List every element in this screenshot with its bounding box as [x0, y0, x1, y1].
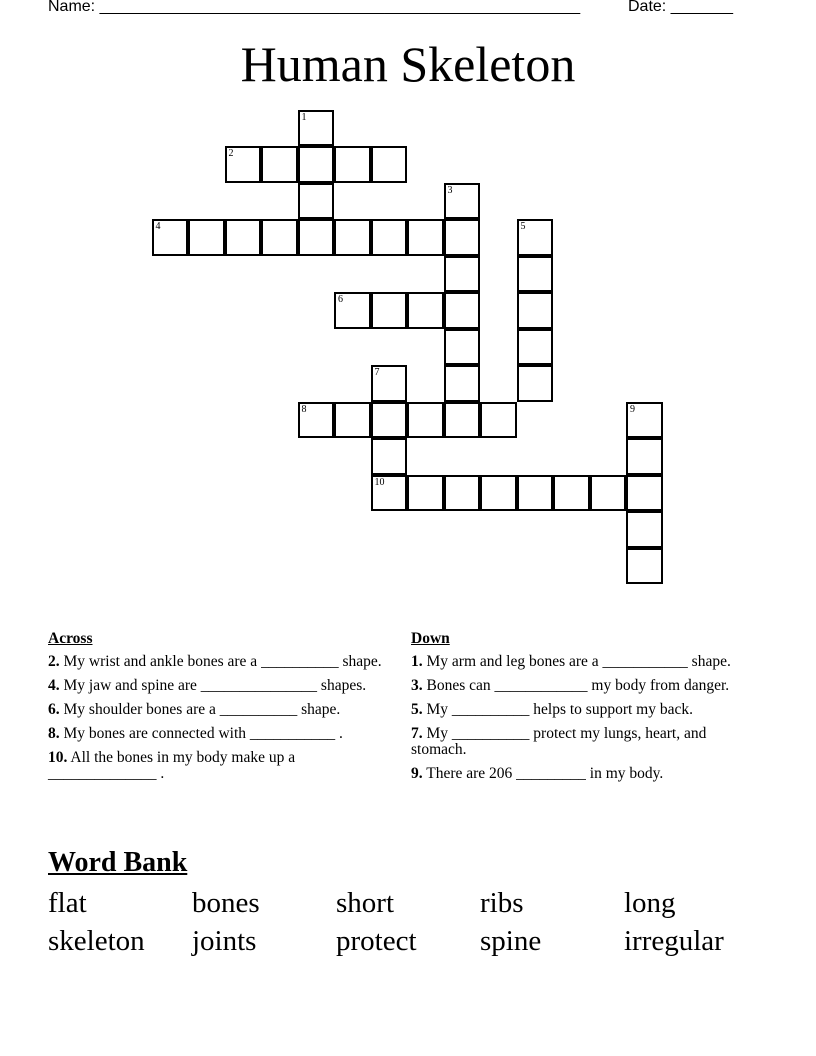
cell-number: 8	[301, 403, 307, 415]
page-title: Human Skeleton	[240, 36, 576, 92]
word-bank-word: flat	[48, 887, 87, 919]
crossword-cell[interactable]	[626, 511, 663, 548]
clue-number: 7.	[411, 725, 423, 742]
crossword-cell[interactable]	[371, 475, 408, 512]
clue-number: 4.	[48, 677, 60, 694]
word-bank-word: irregular	[624, 925, 724, 957]
crossword-cell[interactable]	[590, 475, 627, 512]
crossword-cell[interactable]	[626, 475, 663, 512]
clue-across-10	[48, 750, 383, 782]
clue-down-3	[411, 678, 756, 694]
crossword-cell[interactable]	[407, 292, 444, 329]
clue-text: My arm and leg bones are a ___________ shape.	[422, 653, 731, 670]
crossword-cell[interactable]	[517, 256, 554, 293]
clue-text: My __________ protect my lungs, heart, and stomach.	[411, 725, 707, 758]
word-bank-heading: Word Bank	[48, 847, 188, 878]
crossword-cell[interactable]	[444, 475, 481, 512]
cell-number: 5	[520, 221, 526, 232]
clue-text: Bones can ____________ my body from danger.	[422, 677, 730, 694]
word-bank-word: long	[624, 887, 676, 919]
crossword-cell[interactable]	[261, 146, 298, 183]
crossword-cell[interactable]	[371, 146, 408, 183]
cell-number: 2	[228, 148, 234, 159]
clue-number: 9.	[411, 765, 423, 782]
crossword-cell[interactable]	[371, 438, 408, 475]
crossword-cell[interactable]	[298, 402, 335, 439]
crossword-cell[interactable]	[517, 219, 554, 256]
down-clues	[411, 630, 756, 790]
cell-number: 9	[630, 403, 635, 415]
cell-number: 4	[155, 221, 161, 232]
crossword-cell[interactable]	[407, 219, 444, 256]
crossword-cell[interactable]	[188, 219, 225, 256]
clue-across-6	[48, 702, 383, 718]
clue-text: All the bones in my body make up a ______________ .	[48, 749, 296, 782]
clue-down-7	[411, 726, 756, 758]
down-heading: Down	[411, 630, 450, 647]
crossword-cell[interactable]	[225, 219, 262, 256]
crossword-cell[interactable]	[371, 292, 408, 329]
clue-number: 10.	[48, 749, 68, 766]
crossword-cell[interactable]	[407, 402, 444, 439]
date-field-label: Date: _______	[628, 0, 733, 15]
cell-number: 1	[301, 111, 307, 123]
clue-text: My __________ helps to support my back.	[422, 701, 693, 718]
cell-number: 3	[447, 184, 453, 196]
clue-text: My bones are connected with ___________ .	[59, 725, 343, 742]
crossword-cell[interactable]	[298, 219, 335, 256]
word-bank-word: short	[336, 887, 394, 919]
clue-number: 8.	[48, 725, 60, 742]
word-bank-word: ribs	[480, 887, 524, 919]
word-bank-word: bones	[192, 887, 260, 919]
clue-number: 2.	[48, 653, 60, 670]
crossword-cell[interactable]	[517, 292, 554, 329]
word-bank-word: joints	[192, 925, 257, 957]
crossword-cell[interactable]	[334, 402, 371, 439]
crossword-cell[interactable]	[626, 438, 663, 475]
crossword-cell[interactable]	[444, 365, 481, 402]
crossword-cell[interactable]	[444, 183, 481, 220]
crossword-cell[interactable]	[334, 146, 371, 183]
crossword-cell[interactable]	[444, 402, 481, 439]
crossword-cell[interactable]	[298, 110, 335, 147]
crossword-cell[interactable]	[517, 365, 554, 402]
crossword-cell[interactable]	[444, 219, 481, 256]
word-bank-word: protect	[336, 925, 417, 957]
crossword-cell[interactable]	[517, 475, 554, 512]
crossword-cell[interactable]	[298, 146, 335, 183]
word-bank-word: spine	[480, 925, 542, 957]
crossword-cell[interactable]	[225, 146, 262, 183]
crossword-cell[interactable]	[517, 329, 554, 366]
name-field-label: Name: ______________________________________________________	[48, 0, 581, 15]
cell-number: 10	[374, 476, 385, 488]
across-heading: Across	[48, 630, 93, 647]
clue-number: 1.	[411, 653, 423, 670]
across-clues	[48, 630, 383, 790]
clue-down-5	[411, 702, 756, 718]
clue-across-8	[48, 726, 383, 742]
crossword-cell[interactable]	[480, 402, 517, 439]
crossword-cell[interactable]	[334, 219, 371, 256]
crossword-cell[interactable]	[444, 256, 481, 293]
crossword-cell[interactable]	[626, 548, 663, 585]
clue-text: My shoulder bones are a __________ shape.	[59, 701, 341, 718]
crossword-cell[interactable]	[626, 402, 663, 439]
cell-number: 6	[338, 294, 343, 305]
crossword-cell[interactable]	[371, 365, 408, 402]
clue-number: 5.	[411, 701, 423, 718]
clue-number: 3.	[411, 677, 423, 694]
crossword-cell[interactable]	[553, 475, 590, 512]
crossword-cell[interactable]	[444, 329, 481, 366]
word-bank-word: skeleton	[48, 925, 145, 957]
crossword-cell[interactable]	[480, 475, 517, 512]
clue-down-9	[411, 766, 756, 782]
crossword-cell[interactable]	[407, 475, 444, 512]
crossword-cell[interactable]	[371, 219, 408, 256]
clue-number: 6.	[48, 701, 60, 718]
crossword-cell[interactable]	[152, 219, 189, 256]
crossword-cell[interactable]	[444, 292, 481, 329]
crossword-cell[interactable]	[371, 402, 408, 439]
crossword-cell[interactable]	[261, 219, 298, 256]
crossword-cell[interactable]	[298, 183, 335, 220]
crossword-cell[interactable]	[334, 292, 371, 329]
clue-across-4	[48, 678, 383, 694]
clue-text: My wrist and ankle bones are a __________ shape.	[59, 653, 382, 670]
clue-text: There are 206 _________ in my body.	[422, 765, 664, 782]
clue-down-1	[411, 654, 756, 670]
clue-text: My jaw and spine are _______________ shapes.	[59, 677, 367, 694]
cell-number: 7	[374, 367, 380, 378]
clue-across-2	[48, 654, 383, 670]
